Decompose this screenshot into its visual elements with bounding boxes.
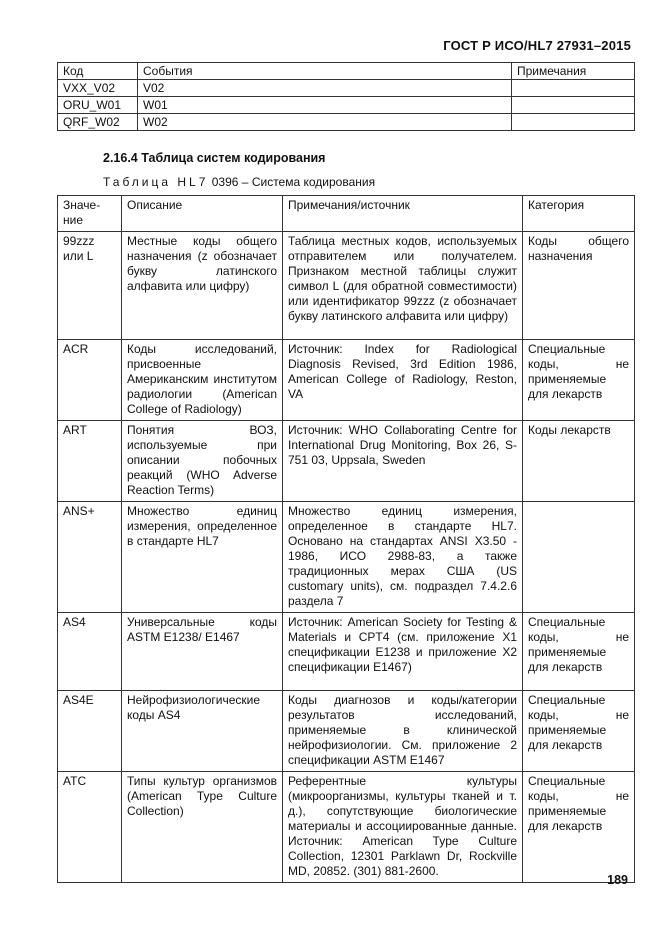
category-cell: Коды общего назначения [523, 232, 635, 340]
code-cell: VXX_V02 [58, 80, 138, 97]
category-cell: Специальные коды, не применяемые для лекарств [523, 340, 635, 421]
event-cell: W02 [138, 114, 512, 131]
category-cell [523, 502, 635, 613]
notes-cell: Таблица местных кодов, используемых отправителем или получателем. Признаком местной таблицы служит символ L (для обратной совместимости) или идентификатор 99zzz (z обозначает букву латинского алфавита или цифру) [283, 232, 523, 340]
notes-cell: Источник: American Society for Testing & Materials и CPT4 (см. приложение X1 спецификации E1238 и приложение X2 спецификации E1467) [283, 613, 523, 691]
column-header: Примечания [512, 63, 635, 80]
caption-label: Таблица HL7 [103, 175, 209, 189]
column-header-category: Категория [523, 196, 635, 232]
column-header: Код [58, 63, 138, 80]
description-cell: Коды исследований, присвоенные Американским институтом радиологии (American College of Radiology) [122, 340, 283, 421]
notes-cell [512, 114, 635, 131]
table-row [58, 502, 635, 613]
notes-cell: Коды диагнозов и коды/категории результатов исследований, применяемые в клинической нейрофизиологии. См. приложение 2 спецификации ASTM E1467 [283, 691, 523, 772]
notes-cell: Референтные культуры (микроорганизмы, культуры тканей и т. д.), сопутствующие биологические материалы и ассоциированные данные. Источник: American Type Culture Collection, 12301 Parklawn Dr, Rockville MD, 20852. (301) 881-2600. [283, 772, 523, 883]
description-cell: Универсальные коды ASTM E1238/ E1467 [122, 613, 283, 691]
value-cell: 99zzz или L [58, 232, 122, 340]
event-codes-table [57, 62, 635, 131]
description-cell: Множество единиц измерения, определенное в стандарте HL7 [122, 502, 283, 613]
table-header-row [58, 63, 635, 80]
table-row [58, 114, 635, 131]
caption-title: Система кодирования [251, 175, 376, 189]
description-cell: Типы культур организмов (American Type Culture Collection) [122, 772, 283, 883]
notes-cell: Источник: Index for Radiological Diagnosis Revised, 3rd Edition 1986, American College of Radiology, Reston, VA [283, 340, 523, 421]
code-cell: ORU_W01 [58, 97, 138, 114]
value-cell: ATC [58, 772, 122, 883]
value-cell: ANS+ [58, 502, 122, 613]
table-row [58, 421, 635, 502]
caption-number: 0396 [211, 175, 239, 189]
table-row [58, 691, 635, 772]
description-cell: Понятия ВОЗ, используемые при описании побочных реакций (WHO Adverse Reaction Terms) [122, 421, 283, 502]
table-row [58, 80, 635, 97]
value-cell: ACR [58, 340, 122, 421]
column-header: События [138, 63, 512, 80]
category-cell: Специальные коды, не применяемые для лекарств [523, 772, 635, 883]
table-caption [103, 175, 375, 189]
description-cell: Нейрофизиологические коды AS4 [122, 691, 283, 772]
section-heading: 2.16.4 Таблица систем кодирования [103, 151, 326, 165]
table-row [58, 340, 635, 421]
table-header-row [58, 196, 635, 232]
column-header-description: Описание [122, 196, 283, 232]
event-cell: W01 [138, 97, 512, 114]
table-row [58, 613, 635, 691]
value-cell: ART [58, 421, 122, 502]
notes-cell: Источник: WHO Collaborating Centre for International Drug Monitoring, Box 26, S-751 03, Uppsala, Sweden [283, 421, 523, 502]
code-cell: QRF_W02 [58, 114, 138, 131]
table-row [58, 97, 635, 114]
table-row [58, 772, 635, 883]
category-cell: Специальные коды, не применяемые для лекарств [523, 691, 635, 772]
event-cell: V02 [138, 80, 512, 97]
column-header-notes: Примечания/источник [283, 196, 523, 232]
table-row [58, 232, 635, 340]
value-cell: AS4 [58, 613, 122, 691]
category-cell: Коды лекарств [523, 421, 635, 502]
notes-cell [512, 97, 635, 114]
value-cell: AS4E [58, 691, 122, 772]
description-cell: Местные коды общего назначения (z обозначает букву латинского алфавита или цифру) [122, 232, 283, 340]
category-cell: Специальные коды, не применяемые для лекарств [523, 613, 635, 691]
column-header-value: Значе- ние [58, 196, 122, 232]
page-number: 189 [607, 873, 628, 887]
coding-systems-table [57, 195, 635, 883]
caption-dash: – [241, 175, 249, 189]
notes-cell [512, 80, 635, 97]
standard-designation: ГОСТ Р ИСО/HL7 27931–2015 [443, 38, 631, 53]
notes-cell: Множество единиц измерения, определенное в стандарте HL7. Основано на стандартах ANSI X3.50 - 1986, ИСО 2988-83, а также традиционных мерах США (US customary units), см. подраздел 7.4.2.6 раздела 7 [283, 502, 523, 613]
